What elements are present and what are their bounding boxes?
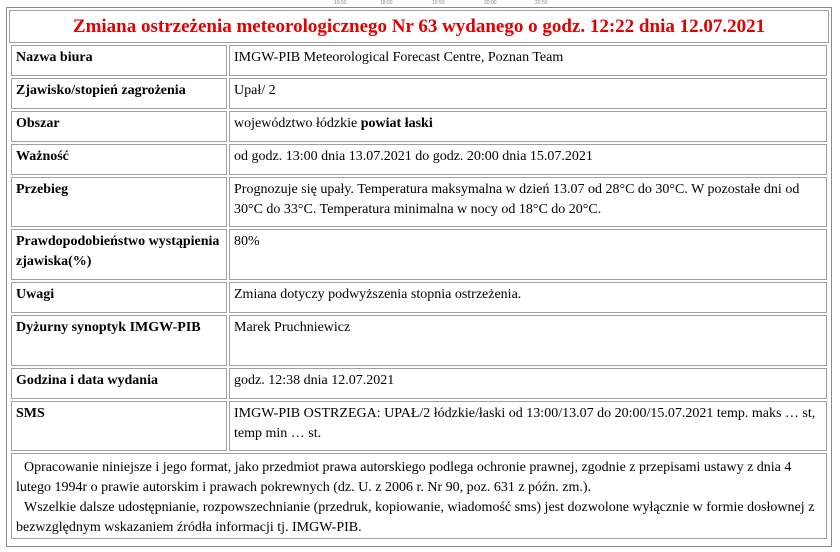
table-row <box>11 229 827 280</box>
table-row <box>11 177 827 227</box>
table-row <box>11 368 827 399</box>
distribution-paragraph: Wszelkie dalsze udostępnianie, rozpowszechnianie (przedruk, kopiowanie, wiadomość sms) jest dozwolone wyłącznie w formie dosłownej z bezwzględnym wskazaniem źródła informacji tj. IMGW-PIB. <box>16 500 815 535</box>
row-value-validity: od godz. 13:00 dnia 13.07.2021 do godz. 20:00 dnia 15.07.2021 <box>229 144 827 175</box>
warning-details-table <box>9 43 829 453</box>
row-value-probability: 80% <box>229 229 827 280</box>
row-label-sms: SMS <box>11 401 227 451</box>
row-label-area: Obszar <box>11 111 227 142</box>
row-value-remarks: Zmiana dotyczy podwyższenia stopnia ostrzeżenia. <box>229 282 827 313</box>
top-tick-label: 10:50 <box>432 0 445 6</box>
row-label-validity: Ważność <box>11 144 227 175</box>
table-row <box>11 45 827 76</box>
top-tick-label: 10:50 <box>334 0 347 6</box>
table-row <box>11 111 827 142</box>
table-row <box>11 282 827 313</box>
row-label-office: Nazwa biura <box>11 45 227 76</box>
row-label-forecaster: Dyżurny synoptyk IMGW-PIB <box>11 315 227 366</box>
row-value-office: IMGW-PIB Meteorological Forecast Centre, Poznan Team <box>229 45 827 76</box>
table-row <box>11 144 827 175</box>
area-voivodeship: województwo łódzkie <box>234 116 361 131</box>
row-label-phenomenon: Zjawisko/stopień zagrożenia <box>11 78 227 109</box>
warning-title: Zmiana ostrzeżenia meteorologicznego Nr 63 wydanego o godz. 12:22 dnia 12.07.2021 <box>9 10 829 43</box>
top-tick-label: 20:50 <box>535 0 548 6</box>
table-row <box>11 315 827 366</box>
row-value-forecaster: Marek Pruchniewicz <box>229 315 827 366</box>
row-value-sms: IMGW-PIB OSTRZEGA: UPAŁ/2 łódzkie/łaski od 13:00/13.07 do 20:00/15.07.2021 temp. maks … st, temp min … st. <box>229 401 827 451</box>
top-tick-label: 18:00 <box>380 0 393 6</box>
copyright-paragraph: Opracowanie niniejsze i jego format, jako przedmiot prawa autorskiego podlega ochronie prawnej, zgodnie z przepisami ustawy z dnia 4 lutego 1994r o prawie autorskim i prawach pokrewnych (dz. U. z 2006 r. Nr 90, poz. 631 z późn. zm.). <box>16 460 792 495</box>
row-label-issued: Godzina i data wydania <box>11 368 227 399</box>
copyright-notice <box>11 453 827 539</box>
top-tick-label: 20:00 <box>484 0 497 6</box>
table-row <box>11 401 827 451</box>
row-value-issued: godz. 12:38 dnia 12.07.2021 <box>229 368 827 399</box>
row-value-phenomenon: Upał/ 2 <box>229 78 827 109</box>
row-value-course: Prognozuje się upały. Temperatura maksymalna w dzień 13.07 od 28°C do 30°C. W pozostałe dni od 30°C do 33°C. Temperatura minimalna w nocy od 18°C do 20°C. <box>229 177 827 227</box>
row-value-area <box>229 111 827 142</box>
warning-sheet <box>6 7 832 547</box>
row-label-course: Przebieg <box>11 177 227 227</box>
area-county: powiat łaski <box>360 116 433 131</box>
table-row <box>11 78 827 109</box>
row-label-probability: Prawdopodobieństwo wystąpienia zjawiska(%) <box>11 229 227 280</box>
row-label-remarks: Uwagi <box>11 282 227 313</box>
